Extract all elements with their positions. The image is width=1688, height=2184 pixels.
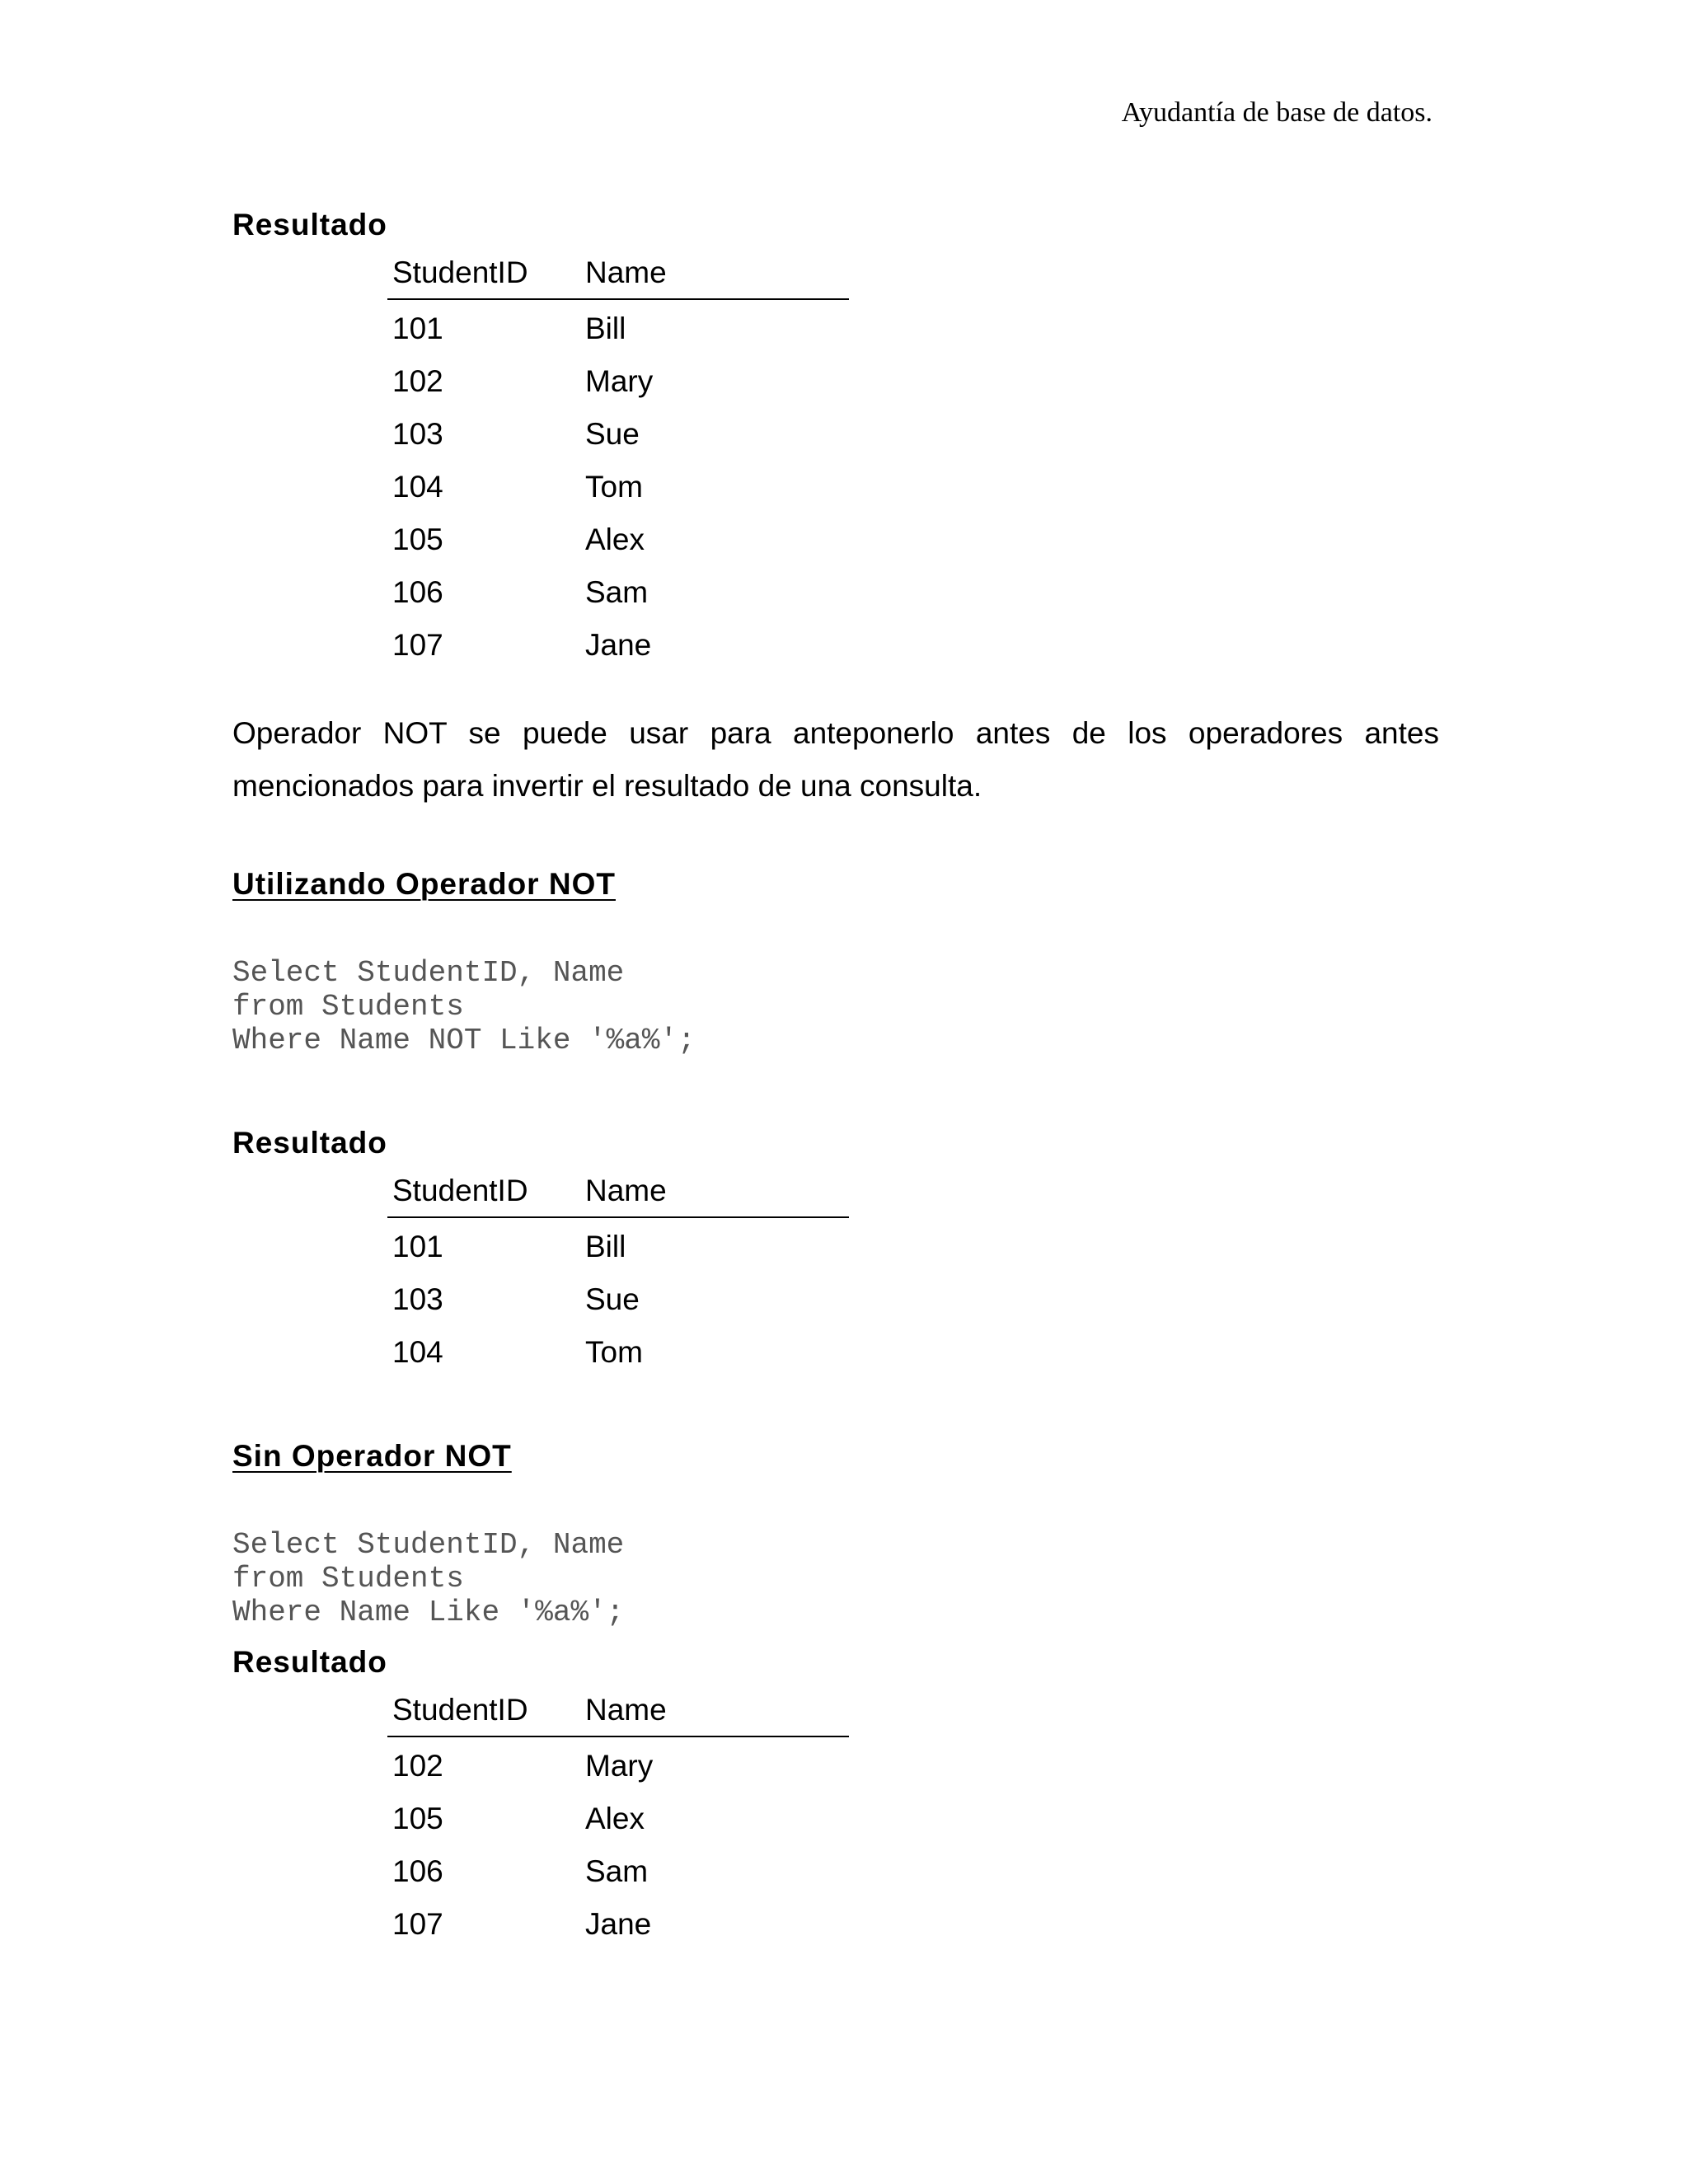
student-id: 107 [392, 628, 443, 662]
column-header-studentid: StudentID [392, 1693, 528, 1727]
code-line: Select StudentID, Name [232, 956, 625, 990]
table-header [387, 1688, 849, 1737]
table-row [387, 1324, 849, 1376]
table-row [387, 511, 849, 564]
code-line: Where Name Like '%a%'; [232, 1596, 625, 1629]
table-row [387, 1896, 849, 1948]
column-header-studentid: StudentID [392, 255, 528, 289]
student-id: 103 [392, 1282, 443, 1316]
table-row [387, 353, 849, 405]
student-name: Sam [585, 1854, 649, 1888]
student-id: 102 [392, 1749, 443, 1783]
result-table [387, 251, 849, 669]
table-row [387, 1218, 849, 1271]
student-name: Sue [585, 417, 640, 451]
sql-code-block [232, 956, 696, 1057]
student-name: Alex [585, 1802, 645, 1835]
student-id: 101 [392, 1230, 443, 1263]
code-line: Select StudentID, Name [232, 1528, 625, 1562]
student-id: 102 [392, 364, 443, 398]
sql-code-block [232, 1528, 624, 1629]
table-row [387, 1790, 849, 1843]
table-row [387, 458, 849, 511]
table-header [387, 251, 849, 300]
student-name: Jane [585, 628, 652, 662]
table-row [387, 564, 849, 616]
result-heading: Resultado [232, 1126, 387, 1160]
student-name: Alex [585, 523, 645, 556]
body-paragraph: Operador NOT se puede usar para anteponerlo antes de los operadores antes mencionados para invertir el resultado de una consulta. [232, 716, 1439, 803]
code-line: from Students [232, 1562, 464, 1596]
table-header [387, 1169, 849, 1218]
student-name: Mary [585, 1749, 654, 1783]
column-header-name: Name [585, 255, 667, 289]
code-line: from Students [232, 990, 464, 1024]
student-name: Sue [585, 1282, 640, 1316]
column-header-name: Name [585, 1693, 667, 1727]
running-header: Ayudantía de base de datos. [1121, 97, 1432, 128]
column-header-studentid: StudentID [392, 1174, 528, 1207]
table-row [387, 1271, 849, 1324]
result-heading: Resultado [232, 208, 387, 241]
result-table [387, 1688, 849, 1948]
result-heading: Resultado [232, 1645, 387, 1679]
table-row [387, 1737, 849, 1790]
student-name: Bill [585, 1230, 626, 1263]
student-name: Tom [585, 1335, 643, 1369]
table-row [387, 300, 849, 353]
section-heading-not-operator: Utilizando Operador NOT [232, 867, 616, 901]
student-id: 101 [392, 312, 443, 345]
table-row [387, 1843, 849, 1896]
result-table [387, 1169, 849, 1376]
student-id: 106 [392, 575, 443, 609]
student-id: 104 [392, 470, 443, 504]
table-row [387, 616, 849, 669]
student-id: 103 [392, 417, 443, 451]
code-line: Where Name NOT Like '%a%'; [232, 1024, 696, 1057]
student-name: Tom [585, 470, 643, 504]
student-name: Bill [585, 312, 626, 345]
student-id: 104 [392, 1335, 443, 1369]
table-row [387, 405, 849, 458]
section-heading-without-not: Sin Operador NOT [232, 1439, 512, 1473]
student-id: 105 [392, 523, 443, 556]
student-id: 105 [392, 1802, 443, 1835]
column-header-name: Name [585, 1174, 667, 1207]
student-name: Mary [585, 364, 654, 398]
student-id: 107 [392, 1907, 443, 1941]
student-name: Sam [585, 575, 649, 609]
student-name: Jane [585, 1907, 652, 1941]
student-id: 106 [392, 1854, 443, 1888]
